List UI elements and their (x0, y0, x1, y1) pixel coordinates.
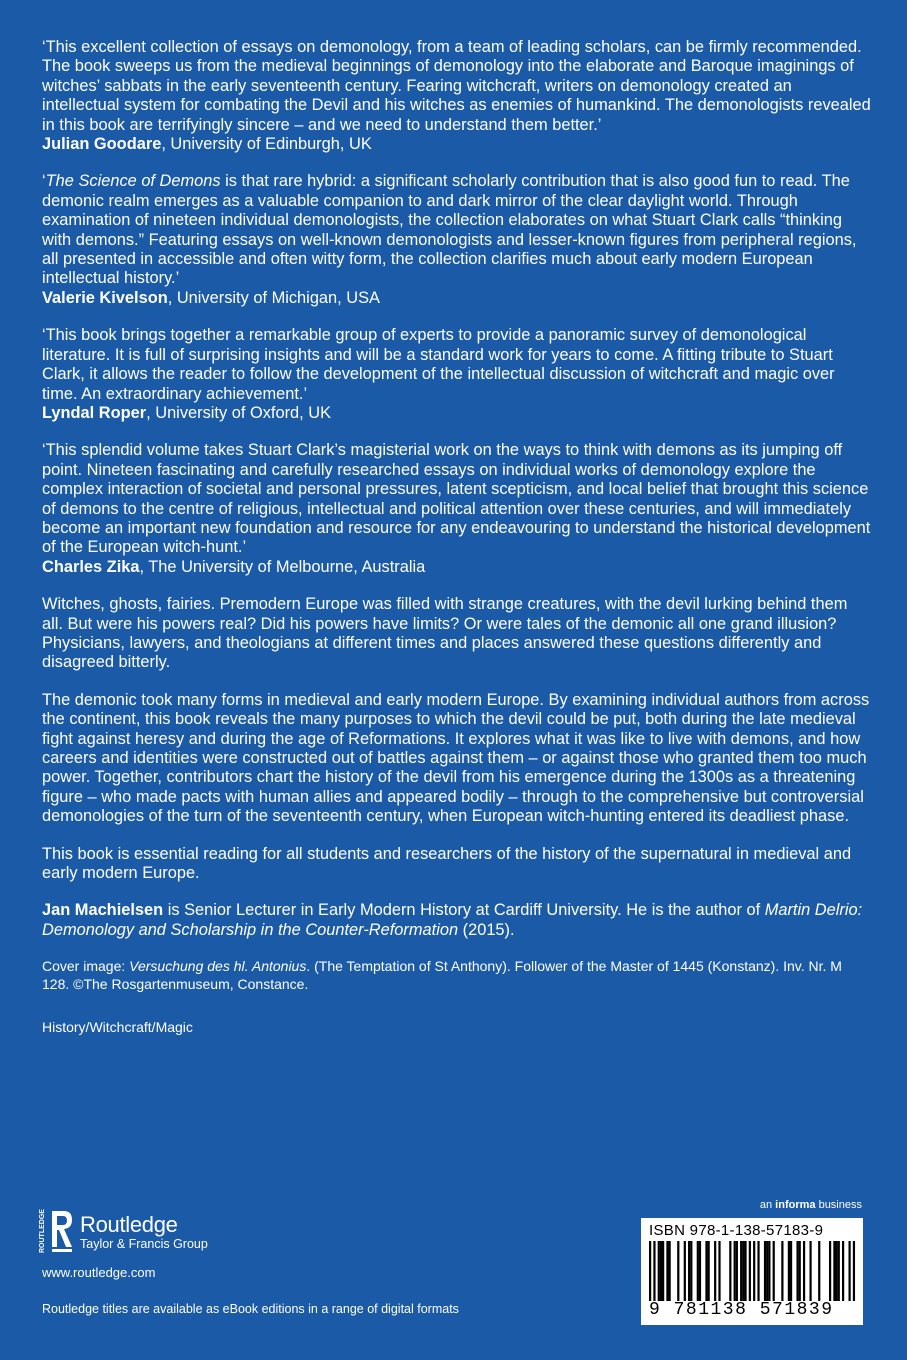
blurb-paragraph-2: The demonic took many forms in medieval and early modern Europe. By examining individual authors from across the continent, this book reveals the many purposes to which the devil could be put, both during the late medieval fight against heresy and during the age of Reformations. It explores what it was like to live with demons, and how careers and identities were constructed out of battles against them – or against those who granted them too much power. Together, contributors chart the history of the devil from his emergence during the 1300s as a threatening figure – who made pacts with human allies and appeared bodily – through to the comprehensive but controversial demonologies of the turn of the seventeenth century, when European witch-hunting entered its deadliest phase. (42, 690, 870, 826)
barcode-bar (764, 1241, 766, 1301)
barcode-bar (742, 1241, 744, 1301)
barcode-bar (684, 1241, 686, 1301)
barcode-bars (649, 1241, 855, 1301)
barcode-bar (666, 1241, 668, 1301)
barcode-bar (660, 1241, 662, 1301)
cover-image-credit (42, 958, 872, 993)
barcode-bar (714, 1241, 716, 1301)
quote-kivelson (42, 172, 872, 308)
logo-vertical-text: ROUTLEDGE (39, 1209, 46, 1253)
barcode-bar (809, 1241, 811, 1301)
barcode-bar (803, 1241, 805, 1301)
barcode-bar (649, 1241, 651, 1301)
barcode-bar (766, 1241, 768, 1301)
publisher-url[interactable]: www.routledge.com (42, 1265, 156, 1280)
barcode-bar (669, 1241, 671, 1301)
routledge-r-icon (40, 1209, 74, 1255)
quote-affiliation: , University of Edinburgh, UK (161, 135, 372, 154)
barcode-bar (853, 1241, 855, 1301)
back-cover-text (42, 38, 872, 1037)
barcode-bar (708, 1241, 710, 1301)
blurb-paragraph-1: Witches, ghosts, fairies. Premodern Europe was filled with strange creatures, with the devil lurking behind them all. But were his powers real? Did his powers have limits? Or were tales of the demonic all one grand illusion? Physicians, lawyers, and theologians at different times and places answered these questions differently and disagreed bitterly. (42, 595, 848, 672)
ebook-note: Routledge titles are available as eBook editions in a range of digital formats (42, 1302, 459, 1316)
isbn-text: ISBN 978-1-138-57183-9 (649, 1222, 824, 1239)
quote-open-mark: ‘ (42, 172, 46, 191)
barcode-bar (658, 1241, 660, 1301)
subject-category: History/Witchcraft/Magic (42, 1019, 193, 1036)
quote-text: is that rare hybrid: a significant scholarly contribution that is also good fun to read. The demonic realm emerges as a valuable companion to and dark mirror of the clear daylight world. Through examination of nineteen individual demonologists, the collection elaborates on what Stuart Clark calls “thinking with demons.” Featuring essays on well-known demonologists and lesser-known figures from peripheral regions, all presented in accessible and often witty form, the collection clarifies much about early modern European intellectual history.’ (42, 172, 857, 288)
barcode-bar (753, 1241, 755, 1301)
cover-credit-lead: Cover image: (42, 958, 130, 975)
quote-affiliation: , University of Oxford, UK (146, 403, 332, 422)
publisher-name: Routledge (80, 1212, 178, 1237)
barcode-bar (749, 1241, 751, 1301)
quote-affiliation: , University of Michigan, USA (167, 288, 380, 307)
informa-post: business (815, 1199, 862, 1211)
publisher-group: Taylor & Francis Group (80, 1237, 208, 1251)
barcode-bar (768, 1241, 770, 1301)
barcode-bar (744, 1241, 746, 1301)
barcode-bar (773, 1241, 775, 1301)
barcode-bar (718, 1241, 720, 1301)
barcode-bar (796, 1241, 798, 1301)
barcode-digits: 9 781138 571839 (649, 1300, 834, 1320)
informa-brand: informa (775, 1199, 816, 1211)
barcode-bar (653, 1241, 655, 1301)
isbn-barcode (641, 1218, 863, 1325)
quote-author: Charles Zika (42, 557, 140, 576)
author-bio (42, 901, 872, 940)
barcode-bar (662, 1241, 664, 1301)
quote-affiliation: , The University of Melbourne, Australia (139, 557, 426, 576)
quote-text: ‘This splendid volume takes Stuart Clark’s magisterial work on the ways to think with demons as its jumping off point. Nineteen fascinating and carefully researched essays on individual works of demonology explore the complex interaction of societal and personal pressures, latent scepticism, and local belief that brought this science of demons to the centre of religious, intellectual and political attention over these centuries, and will immediately become an important new foundation and resource for any endeavouring to understand the historical development of the European witch-hunt.’ (42, 441, 871, 557)
quote-text: ‘This excellent collection of essays on demonology, from a team of leading scholars, can be firmly recommended. The book sweeps us from the medieval beginnings of demonology into the elaborate and Baroque imaginings of witches’ sabbats in the early seventeenth century. Fearing witchcraft, writers on demonology created an intellectual system for combating the Devil and his witches as enemies of humankind. The demonologists revealed in this book are terrifyingly sincere – and we need to understand them better.’ (42, 38, 871, 134)
blurb-paragraph-3: This book is essential reading for all students and researchers of the history of the supernatural in medieval and early modern Europe. (42, 844, 852, 883)
quote-book-title: The Science of Demons (45, 172, 221, 191)
quote-text: ‘This book brings together a remarkable group of experts to provide a panoramic survey of demonological literature. It is full of surprising insights and will be a standard work for years to come. A fitting tribute to Stuart Clark, it allows the reader to follow the development of the intellectual discussion of witchcraft and magic over time. An extraordinary achievement.’ (42, 326, 835, 403)
barcode-bar (848, 1241, 850, 1301)
barcode-bar (829, 1241, 831, 1301)
barcode-bar (835, 1241, 837, 1301)
author-previous-book: Martin Delrio: Demonology and Scholarship in the Counter-Reformation (42, 901, 863, 939)
author-bio-text: is Senior Lecturer in Early Modern History at Cardiff University. He is the author of (163, 901, 765, 920)
routledge-logo (40, 1209, 208, 1255)
barcode-bar (757, 1241, 759, 1301)
cover-credit-rest: . (The Temptation of St Anthony). Follower of the Master of 1445 (Konstanz). Inv. Nr. M 128. ©The Rosgartenmuseum, Constance. (42, 958, 842, 992)
informa-tagline (760, 1199, 862, 1211)
barcode-bar (788, 1241, 790, 1301)
quote-author: Valerie Kivelson (42, 288, 168, 307)
quote-author: Lyndal Roper (42, 403, 147, 422)
barcode-bar (736, 1241, 738, 1301)
barcode-bar (740, 1241, 742, 1301)
quote-roper (42, 326, 872, 423)
barcode-bar (729, 1241, 731, 1301)
barcode-bar (688, 1241, 690, 1301)
author-book-year: (2015). (458, 920, 515, 939)
author-name: Jan Machielsen (42, 901, 164, 920)
barcode-bar (690, 1241, 692, 1301)
barcode-bar (838, 1241, 840, 1301)
barcode-bar (799, 1241, 801, 1301)
barcode-bar (697, 1241, 699, 1301)
barcode-bar (790, 1241, 792, 1301)
barcode-bar (833, 1241, 835, 1301)
publisher-footer (0, 1195, 907, 1360)
quote-author: Julian Goodare (42, 135, 162, 154)
quote-goodare (42, 38, 872, 154)
barcode-bar (842, 1241, 844, 1301)
barcode-bar (677, 1241, 679, 1301)
barcode-bar (781, 1241, 783, 1301)
barcode-bar (734, 1241, 736, 1301)
barcode-bar (699, 1241, 701, 1301)
informa-pre: an (759, 1199, 776, 1211)
barcode-bar (818, 1241, 820, 1301)
quote-zika (42, 441, 872, 577)
cover-artwork-title: Versuchung des hl. Antonius (129, 958, 307, 975)
barcode-bar (705, 1241, 707, 1301)
